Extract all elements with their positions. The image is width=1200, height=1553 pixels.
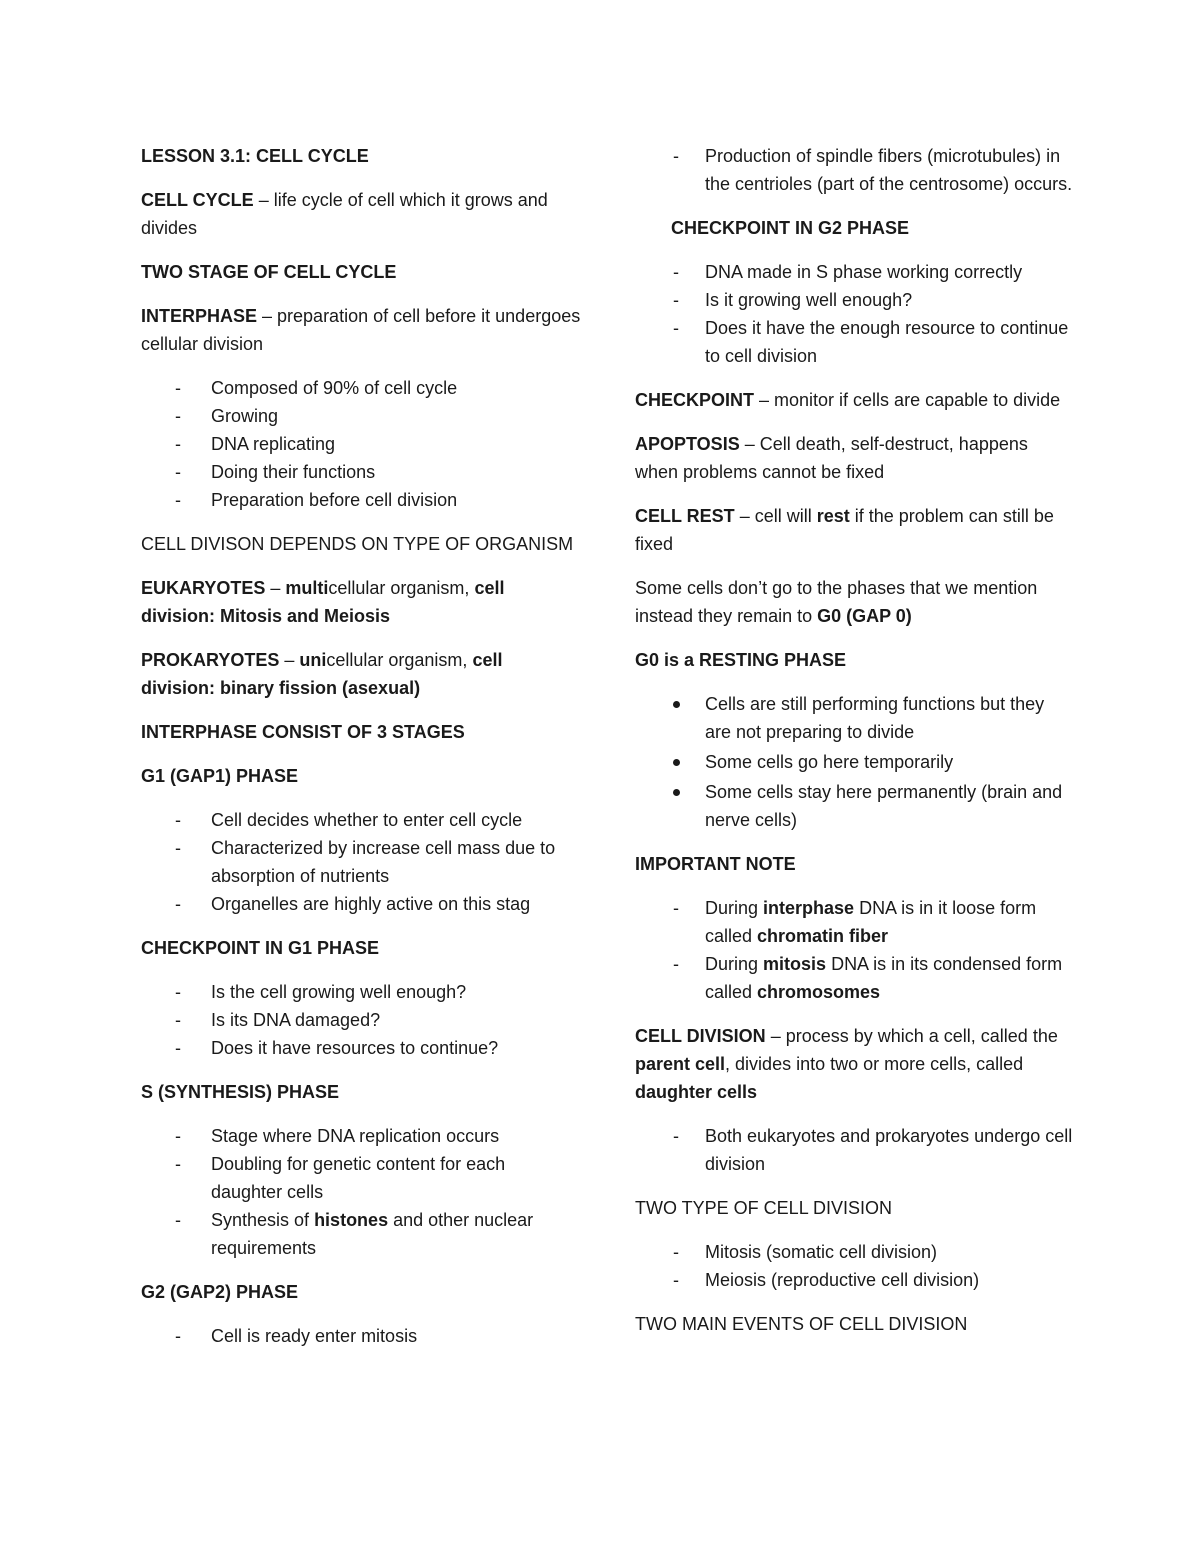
list-item: - Does it have the enough resource to continue to cell division <box>635 314 1075 370</box>
list-item: - Does it have resources to continue? <box>141 1034 581 1062</box>
text-run: cellular organism, <box>328 578 475 598</box>
dash-list <box>141 1322 581 1350</box>
text-run: During <box>705 898 764 918</box>
paragraph <box>635 386 1075 414</box>
list-item: - Meiosis (reproductive cell division) <box>635 1266 1075 1294</box>
bold-text: parent cell <box>635 1054 726 1074</box>
bold-text: G0 (GAP 0) <box>817 606 912 626</box>
list-item: - Production of spindle fibers (microtubules) in the centrioles (part of the centrosome) occurs. <box>635 142 1075 198</box>
bold-text: CELL REST <box>635 506 735 526</box>
bold-text: mitosis <box>763 954 827 974</box>
text-run: DNA is in it loose form called <box>705 898 1037 946</box>
list-item: - Doing their functions <box>141 458 581 486</box>
list-item <box>635 950 1075 1006</box>
bold-text: histones <box>314 1210 389 1230</box>
dash-list <box>635 142 1075 198</box>
list-item: - Organelles are highly active on this stag <box>141 890 581 918</box>
section-heading: G1 (GAP1) PHASE <box>141 766 299 786</box>
text-run: – life cycle of cell which it grows and divides <box>141 190 548 238</box>
list-item <box>141 1206 581 1262</box>
list-item: - Composed of 90% of cell cycle <box>141 374 581 402</box>
section-heading: INTERPHASE CONSIST OF 3 STAGES <box>141 722 465 742</box>
list-item: - Growing <box>141 402 581 430</box>
dash-list <box>141 1122 581 1262</box>
list-item: Some cells stay here permanently (brain and nerve cells) <box>635 778 1075 834</box>
dash-list <box>635 258 1075 370</box>
section-heading: S (SYNTHESIS) PHASE <box>141 1082 340 1102</box>
text-run: Some cells don’t go to the phases that we mention instead they remain to <box>635 578 1038 626</box>
bold-text: cell division: Mitosis and Meiosis <box>141 578 505 626</box>
bold-text: CHECKPOINT <box>635 390 755 410</box>
list-item: Cells are still performing functions but they are not preparing to divide <box>635 690 1075 746</box>
dash-list <box>141 374 581 514</box>
section-heading: LESSON 3.1: CELL CYCLE <box>141 146 369 166</box>
list-item: - Is it growing well enough? <box>635 286 1075 314</box>
bold-text: uni <box>299 650 327 670</box>
text-run: – Cell death, self-destruct, happens when problems cannot be fixed <box>635 434 1028 482</box>
list-item: - Stage where DNA replication occurs <box>141 1122 581 1150</box>
bullet-list <box>635 690 1075 834</box>
bold-text: INTERPHASE <box>141 306 258 326</box>
dash-list <box>141 806 581 918</box>
paragraph <box>141 186 581 242</box>
bold-text: rest <box>816 506 850 526</box>
dash-list <box>635 1238 1075 1294</box>
list-item: - Cell decides whether to enter cell cycle <box>141 806 581 834</box>
list-item <box>635 894 1075 950</box>
list-item: - Is its DNA damaged? <box>141 1006 581 1034</box>
text-run: – cell will <box>734 506 817 526</box>
paragraph: TWO MAIN EVENTS OF CELL DIVISION <box>635 1314 968 1334</box>
paragraph <box>635 430 1075 486</box>
text-run: – <box>279 650 300 670</box>
paragraph <box>141 574 581 630</box>
list-item: - Characterized by increase cell mass due to absorption of nutrients <box>141 834 581 890</box>
bold-text: APOPTOSIS <box>635 434 740 454</box>
bold-text: cell division: binary fission (asexual) <box>141 650 503 698</box>
bold-text: CELL CYCLE <box>141 190 254 210</box>
bold-text: CELL DIVISION <box>635 1026 766 1046</box>
list-item: - Cell is ready enter mitosis <box>141 1322 581 1350</box>
paragraph <box>141 302 581 358</box>
dash-list <box>141 978 581 1062</box>
section-heading: G0 is a RESTING PHASE <box>635 650 847 670</box>
text-run: – monitor if cells are capable to divide <box>754 390 1061 410</box>
list-item: - Both eukaryotes and prokaryotes undergo cell division <box>635 1122 1075 1178</box>
paragraph <box>635 574 1075 630</box>
paragraph <box>635 502 1075 558</box>
bold-text: EUKARYOTES <box>141 578 266 598</box>
section-heading: CHECKPOINT IN G2 PHASE <box>671 218 910 238</box>
paragraph <box>141 646 581 702</box>
text-run: DNA is in its condensed form called <box>705 954 1063 1002</box>
list-item: - Doubling for genetic content for each daughter cells <box>141 1150 581 1206</box>
section-heading: IMPORTANT NOTE <box>635 854 796 874</box>
bold-text: PROKARYOTES <box>141 650 280 670</box>
text-run: – process by which a cell, called the <box>765 1026 1058 1046</box>
list-item: - Mitosis (somatic cell division) <box>635 1238 1075 1266</box>
text-run: – preparation of cell before it undergoes cellular division <box>141 306 581 354</box>
section-heading: G2 (GAP2) PHASE <box>141 1282 299 1302</box>
bold-text: interphase <box>763 898 855 918</box>
bold-text: daughter cells <box>635 1082 758 1102</box>
list-item: - DNA made in S phase working correctly <box>635 258 1075 286</box>
section-heading: TWO STAGE OF CELL CYCLE <box>141 262 397 282</box>
paragraph: CELL DIVISON DEPENDS ON TYPE OF ORGANISM <box>141 534 574 554</box>
text-run: – <box>265 578 286 598</box>
text-run: Synthesis of <box>211 1210 315 1230</box>
right-column <box>635 142 1075 1354</box>
left-column <box>141 142 581 1366</box>
text-run: cellular organism, <box>326 650 473 670</box>
text-run: , divides into two or more cells, called <box>725 1054 1024 1074</box>
text-run: and other nuclear requirements <box>211 1210 534 1258</box>
list-item: - Is the cell growing well enough? <box>141 978 581 1006</box>
list-item: - DNA replicating <box>141 430 581 458</box>
paragraph <box>635 1022 1075 1106</box>
list-item: - Preparation before cell division <box>141 486 581 514</box>
text-run: During <box>705 954 764 974</box>
dash-list <box>635 1122 1075 1178</box>
list-item: Some cells go here temporarily <box>635 748 1075 776</box>
paragraph: TWO TYPE OF CELL DIVISION <box>635 1198 893 1218</box>
bold-text: chromosomes <box>757 982 881 1002</box>
bold-text: multi <box>285 578 329 598</box>
text-run: if the problem can still be fixed <box>635 506 1054 554</box>
dash-list <box>635 894 1075 1006</box>
section-heading: CHECKPOINT IN G1 PHASE <box>141 938 380 958</box>
bold-text: chromatin fiber <box>757 926 889 946</box>
